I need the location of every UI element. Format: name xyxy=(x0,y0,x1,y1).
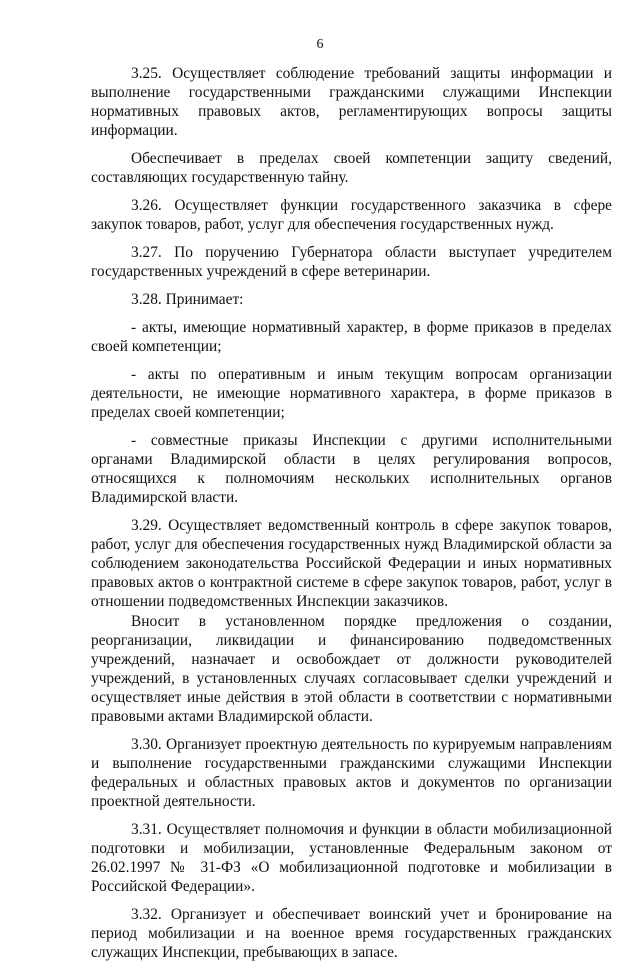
paragraph-3-30: 3.30. Организует проектную деятельность по курируемым направлениям и выполнение государственными гражданскими служащими Инспекции федеральных и областных правовых актов и документов по организации проектной деятельности. xyxy=(91,736,612,810)
page-number: 6 xyxy=(316,37,324,52)
list-item-joint-orders: - совместные приказы Инспекции с другими исполнительными органами Владимирской области в целях регулирования вопросов, относящихся к полномочиям нескольких исполнительных органов Владимирской власти. xyxy=(91,432,612,506)
paragraph-3-29-institutions: Вносит в установленном порядке предложения о создании, реорганизации, ликвидации и финансированию подведомственных учреждений, назначает и освобождает от должности руководителей учреждений, в установленных случаях согласовывает сделки учреждений и осуществляет иные действия в этой области в соответствии с нормативными правовыми актами Владимирской области. xyxy=(91,613,612,725)
list-item-operational-acts: - акты по оперативным и иным текущим вопросам организации деятельности, не имеющие нормативного характера, в форме приказов в пределах своей компетенции; xyxy=(91,366,612,421)
paragraph-3-28: 3.28. Принимает: xyxy=(131,291,244,308)
list-item-normative-acts: - акты, имеющие нормативный характер, в форме приказов в пределах своей компетенции; xyxy=(91,319,612,355)
paragraph-3-27: 3.27. По поручению Губернатора области выступает учредителем государственных учреждений в сфере ветеринарии. xyxy=(91,244,612,280)
paragraph-3-25: 3.25. Осуществляет соблюдение требований защиты информации и выполнение государственными гражданскими служащими Инспекции нормативных правовых актов, регламентирующих вопросы защиты информации. xyxy=(91,65,612,139)
paragraph-3-32: 3.32. Организует и обеспечивает воинский учет и бронирование на период мобилизации и на военное время государственных гражданских служащих Инспекции, пребывающих в запасе. xyxy=(91,906,612,961)
paragraph-3-29: 3.29. Осуществляет ведомственный контроль в сфере закупок товаров, работ, услуг для обеспечения государственных нужд Владимирской области за соблюдением законодательства Российской Федерации и иных нормативных правовых актов о контрактной системе в сфере закупок товаров, работ, услуг в отношении подведомственных Инспекции заказчиков. xyxy=(91,517,612,610)
paragraph-3-26: 3.26. Осуществляет функции государственного заказчика в сфере закупок товаров, работ, услуг для обеспечения государственных нужд. xyxy=(91,197,612,233)
paragraph-3-25-state-secret: Обеспечивает в пределах своей компетенции защиту сведений, составляющих государственную тайну. xyxy=(91,150,612,186)
document-body xyxy=(91,64,612,971)
paragraph-3-31: 3.31. Осуществляет полномочия и функции в области мобилизационной подготовки и мобилизации, установленные Федеральным законом от 26.02.1997 № 31-ФЗ «О мобилизационной подготовке и мобилизации в Российской Федерации». xyxy=(91,821,612,895)
